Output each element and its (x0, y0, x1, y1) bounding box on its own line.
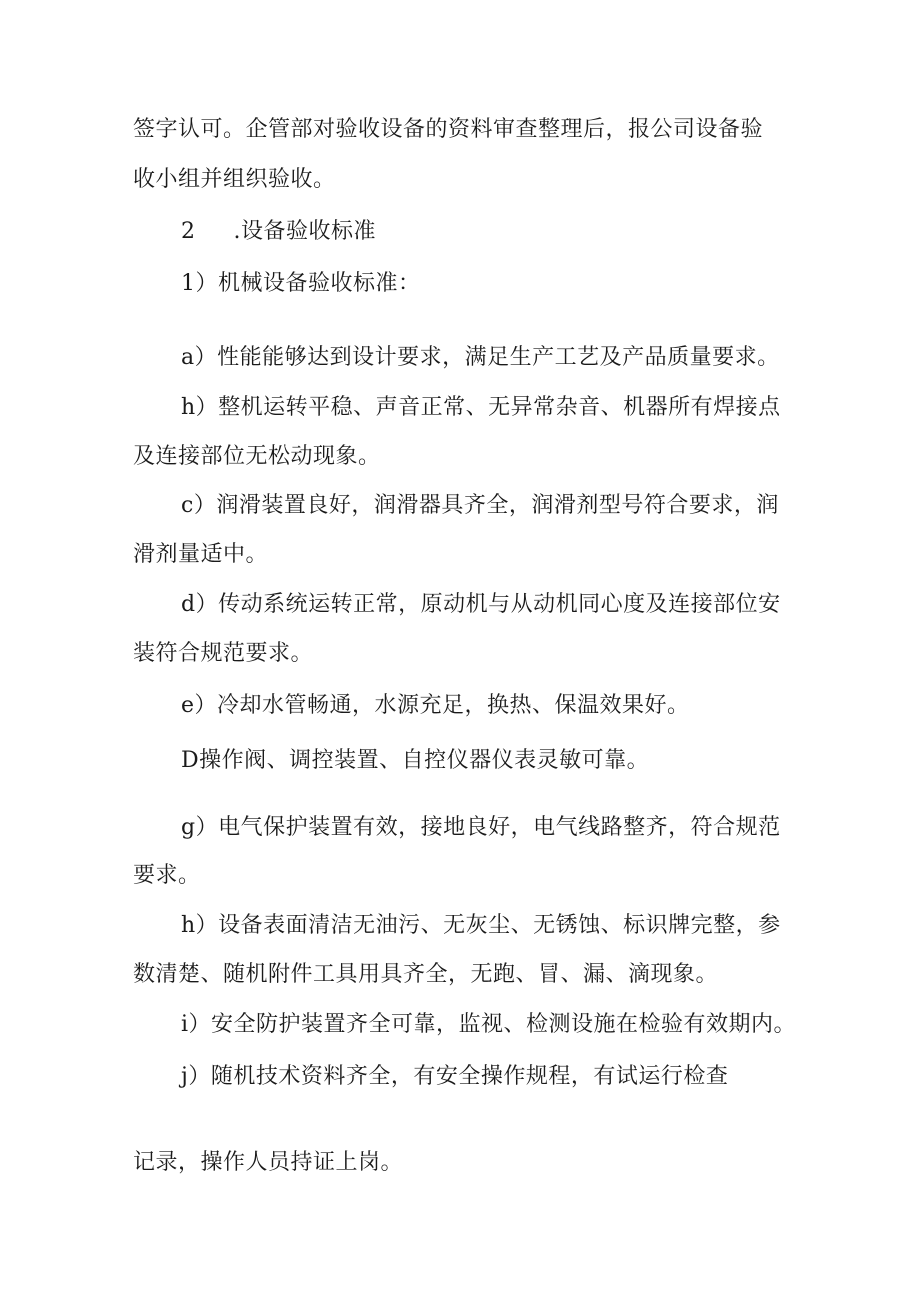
paragraph-line: 滑剂量适中。 (133, 542, 269, 567)
section-heading (181, 218, 376, 246)
list-item: g）电气保护装置有效，接地良好，电气线路整齐，符合规范 (181, 815, 781, 840)
list-item: D操作阀、调控装置、自控仪器仪表灵敏可靠。 (181, 748, 650, 773)
section-title: .设备验收标准 (233, 219, 376, 244)
list-item: a）性能能够达到设计要求，满足生产工艺及产品质量要求。 (181, 345, 780, 370)
paragraph-line: 收小组并组织验收。 (133, 167, 336, 192)
section-number: 2 (181, 219, 196, 244)
paragraph-line: 数清楚、随机附件工具用具齐全，无跑、冒、漏、滴现象。 (133, 962, 719, 987)
list-item: j）随机技术资料齐全，有安全操作规程，有试运行检查 (181, 1064, 729, 1089)
paragraph-line: 记录，操作人员持证上岗。 (133, 1150, 404, 1175)
paragraph-line: 要求。 (133, 863, 201, 888)
list-item: h）设备表面清洁无油污、无灰尘、无锈蚀、标识牌完整，参 (181, 913, 781, 938)
list-item: h）整机运转平稳、声音正常、无异常杂音、机器所有焊接点 (181, 395, 781, 420)
list-item: d）传动系统运转正常，原动机与从动机同心度及连接部位安 (181, 592, 781, 617)
paragraph-line: 签字认可。企管部对验收设备的资料审查整理后，报公司设备验 (133, 117, 764, 142)
list-item: i）安全防护装置齐全可靠，监视、检测设施在检验有效期内。 (181, 1012, 797, 1037)
paragraph-line: 及连接部位无松动现象。 (133, 444, 381, 469)
paragraph-line: 装符合规范要求。 (133, 641, 314, 666)
list-item: c）润滑装置良好，润滑器具齐全，润滑剂型号符合要求，润 (181, 493, 779, 518)
list-item: e）冷却水管畅通，水源充足，换热、保温效果好。 (181, 693, 690, 718)
subsection-heading: 1）机械设备验收标准： (181, 271, 421, 296)
